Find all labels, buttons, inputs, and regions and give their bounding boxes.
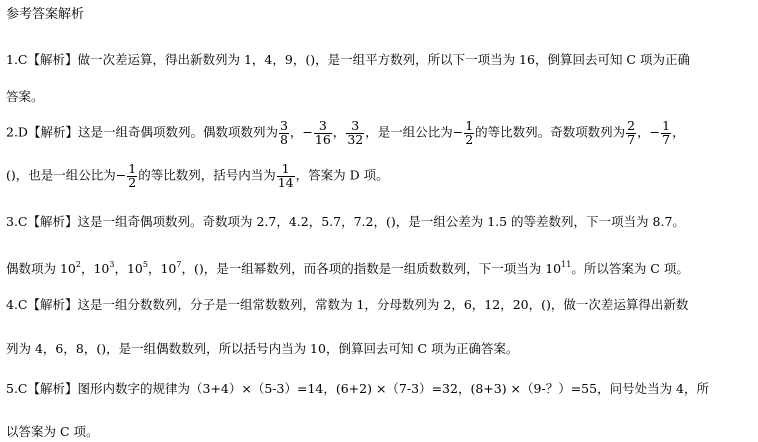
- denominator: 16: [314, 131, 331, 147]
- text-segment: ，10: [80, 261, 110, 276]
- fraction: [277, 163, 295, 189]
- denominator: 14: [277, 174, 294, 190]
- fraction: [346, 120, 364, 146]
- denominator: 7: [627, 131, 636, 147]
- exponent: 11: [561, 260, 572, 269]
- numerator: 3: [351, 118, 360, 133]
- exponent: 7: [176, 260, 182, 269]
- answer-1-line-2: 答案。: [6, 89, 44, 104]
- denominator: 2: [128, 174, 137, 190]
- fraction: [127, 163, 137, 189]
- numerator: 1: [281, 161, 290, 176]
- text-segment: ，: [332, 124, 346, 140]
- answer-3-line-2: [6, 259, 689, 277]
- text-segment: 的等比数列，括号内当为: [138, 167, 276, 183]
- exponent: 3: [109, 260, 115, 269]
- numerator: 3: [279, 118, 288, 133]
- fraction: [626, 120, 636, 146]
- answer-1-line-1: 1.C【解析】做一次差运算，得出新数列为 1，4，9，()，是一组平方数列，所以下一项当为 16，倒算回去可知 C 项为正确: [6, 52, 690, 67]
- answer-title: 参考答案解析: [6, 7, 85, 22]
- denominator: 32: [347, 131, 364, 147]
- text-segment: ，−: [289, 124, 313, 140]
- numerator: 1: [128, 161, 137, 176]
- text-segment: ，: [672, 124, 685, 140]
- denominator: 7: [662, 131, 671, 147]
- numerator: 2: [627, 118, 636, 133]
- numerator: 1: [465, 118, 474, 133]
- fraction: [661, 120, 671, 146]
- text-segment: 偶数项为 10: [6, 261, 76, 276]
- text-segment: ，−: [637, 124, 661, 140]
- answer-2-line-1: [6, 120, 685, 146]
- answer-4-line-1: 4.C【解析】这是一组分数数列，分子是一组常数数列，常数为 1，分母数列为 2，6，12，20，()，做一次差运算得出新数: [6, 297, 689, 312]
- text-segment: ，答案为 D 项。: [295, 167, 389, 183]
- text-segment: 2.D【解析】这是一组奇偶项数列。偶数项数列为: [6, 124, 278, 140]
- answer-3-line-1: 3.C【解析】这是一组奇偶项数列。奇数项为 2.7，4.2，5.7，7.2，()，是一组公差为 1.5 的等差数列，下一项当为 8.7。: [6, 214, 685, 229]
- exponent: 2: [75, 260, 81, 269]
- text-segment: ，()，是一组幂数列，而各项的指数是一组质数数列，下一项当为 10: [181, 261, 562, 276]
- text-segment: ，10: [114, 261, 143, 276]
- answer-5-line-1: 5.C【解析】图形内数字的规律为（3+4）×（5-3）=14，(6+2) ×（7-3）=32，(8+3) ×（9-？）=55，问号处当为 4，所: [6, 381, 710, 396]
- text-segment: 。所以答案为 C 项。: [571, 261, 689, 276]
- exponent: 5: [142, 260, 148, 269]
- answer-2-line-2: [6, 163, 389, 189]
- fraction: [314, 120, 332, 146]
- text-segment: 的等比数列。奇数项数列为: [475, 124, 626, 140]
- denominator: 2: [465, 131, 474, 147]
- text-segment: ()，也是一组公比为−: [6, 167, 127, 183]
- answer-4-line-2: 列为 4，6，8，()，是一组偶数数列，所以括号内当为 10，倒算回去可知 C 项为正确答案。: [6, 341, 519, 356]
- fraction: [279, 120, 289, 146]
- fraction: [464, 120, 474, 146]
- numerator: 3: [318, 118, 327, 133]
- text-segment: ，10: [147, 261, 177, 276]
- answer-5-line-2: 以答案为 C 项。: [6, 424, 99, 439]
- text-segment: ，是一组公比为−: [365, 124, 464, 140]
- denominator: 8: [279, 131, 288, 147]
- numerator: 1: [662, 118, 671, 133]
